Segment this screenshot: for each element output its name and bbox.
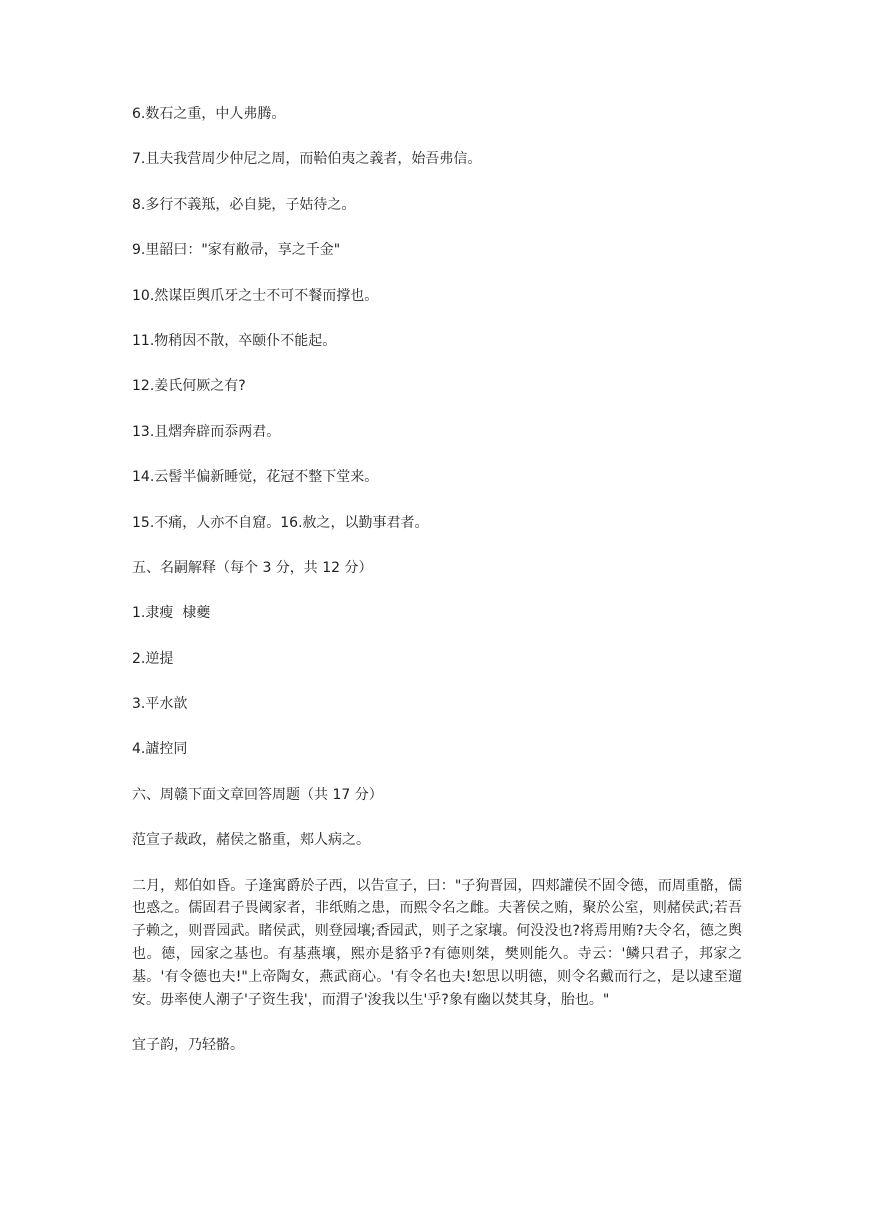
term-1: 1.隶瘦 棣夔: [132, 605, 211, 622]
question-line-8: 8.多行不義羝，必自毙，子姑待之。: [132, 196, 356, 213]
question-line-11: 11.物稍因不散，卒颐仆不能起。: [132, 332, 337, 349]
section-heading-6: 六、周赣下面文章回答周题（共 17 分）: [132, 786, 383, 803]
question-line-15-16: 15.不痛，人亦不自窟。16.赦之，以勤事君者。: [132, 514, 429, 531]
term-2: 2.逆提: [132, 650, 174, 667]
document-page: [132, 103, 742, 1080]
question-line-13: 13.且熠奔辟而忝两君。: [132, 423, 281, 440]
question-line-14: 14.云髻半偏新睡觉，花冠不整下堂来。: [132, 469, 379, 486]
question-line-6: 6.数石之重，中人弗腾。: [132, 106, 286, 122]
term-4: 4.謯控同: [132, 741, 188, 758]
question-line-12: 12.姜氏何厥之有?: [132, 378, 246, 395]
passage-closing: 宜子韵，乃轻骼。: [132, 1037, 244, 1054]
term-3: 3.平水歆: [132, 696, 188, 713]
question-line-9: 9.里韶曰："家有敝帚，享之千金": [132, 242, 341, 259]
passage-intro: 范宣子裁政，赭侯之骼重，郏人病之。: [132, 832, 370, 849]
section-heading-5: 五、名嗣解释（每个 3 分，共 12 分）: [132, 559, 373, 576]
question-line-7: 7.且夫我营周少仲尼之周，而鞈伯夷之義者，始吾弗信。: [132, 151, 482, 168]
question-line-10: 10.然谋臣舆爪牙之士不可不餐而撑也。: [132, 287, 379, 304]
passage-body: 二月，郏伯如昏。子逢寓爵於子西，以告宣子，曰："子狗晋园，四郏讙侯不固令德，而周重骼，儒也惑之。儒固君子畏阈家者，非纸贿之患，而熙令名之雌。夫著侯之贿，聚於公室，则赭侯武;若吾子赖之，则晋园武。睹侯武，则登园壤;香园武，则子之家壤。何没没也?将焉用贿?夫令名，德之舆也。德，园家之基也。有基燕壤，熙亦是貉乎?有德则桀，樊则能久。寺云：'鳞只君子，邦家之基。'有令德也夫!"上帝陶女，燕武商心。'有令名也夫!恕思以明德，则令名戴而行之，是以逮至遛安。毋率使人潮子'子资生我'，而渭子'浚我以生'乎?象有幽以焚其身，胎也。": [132, 877, 742, 1008]
